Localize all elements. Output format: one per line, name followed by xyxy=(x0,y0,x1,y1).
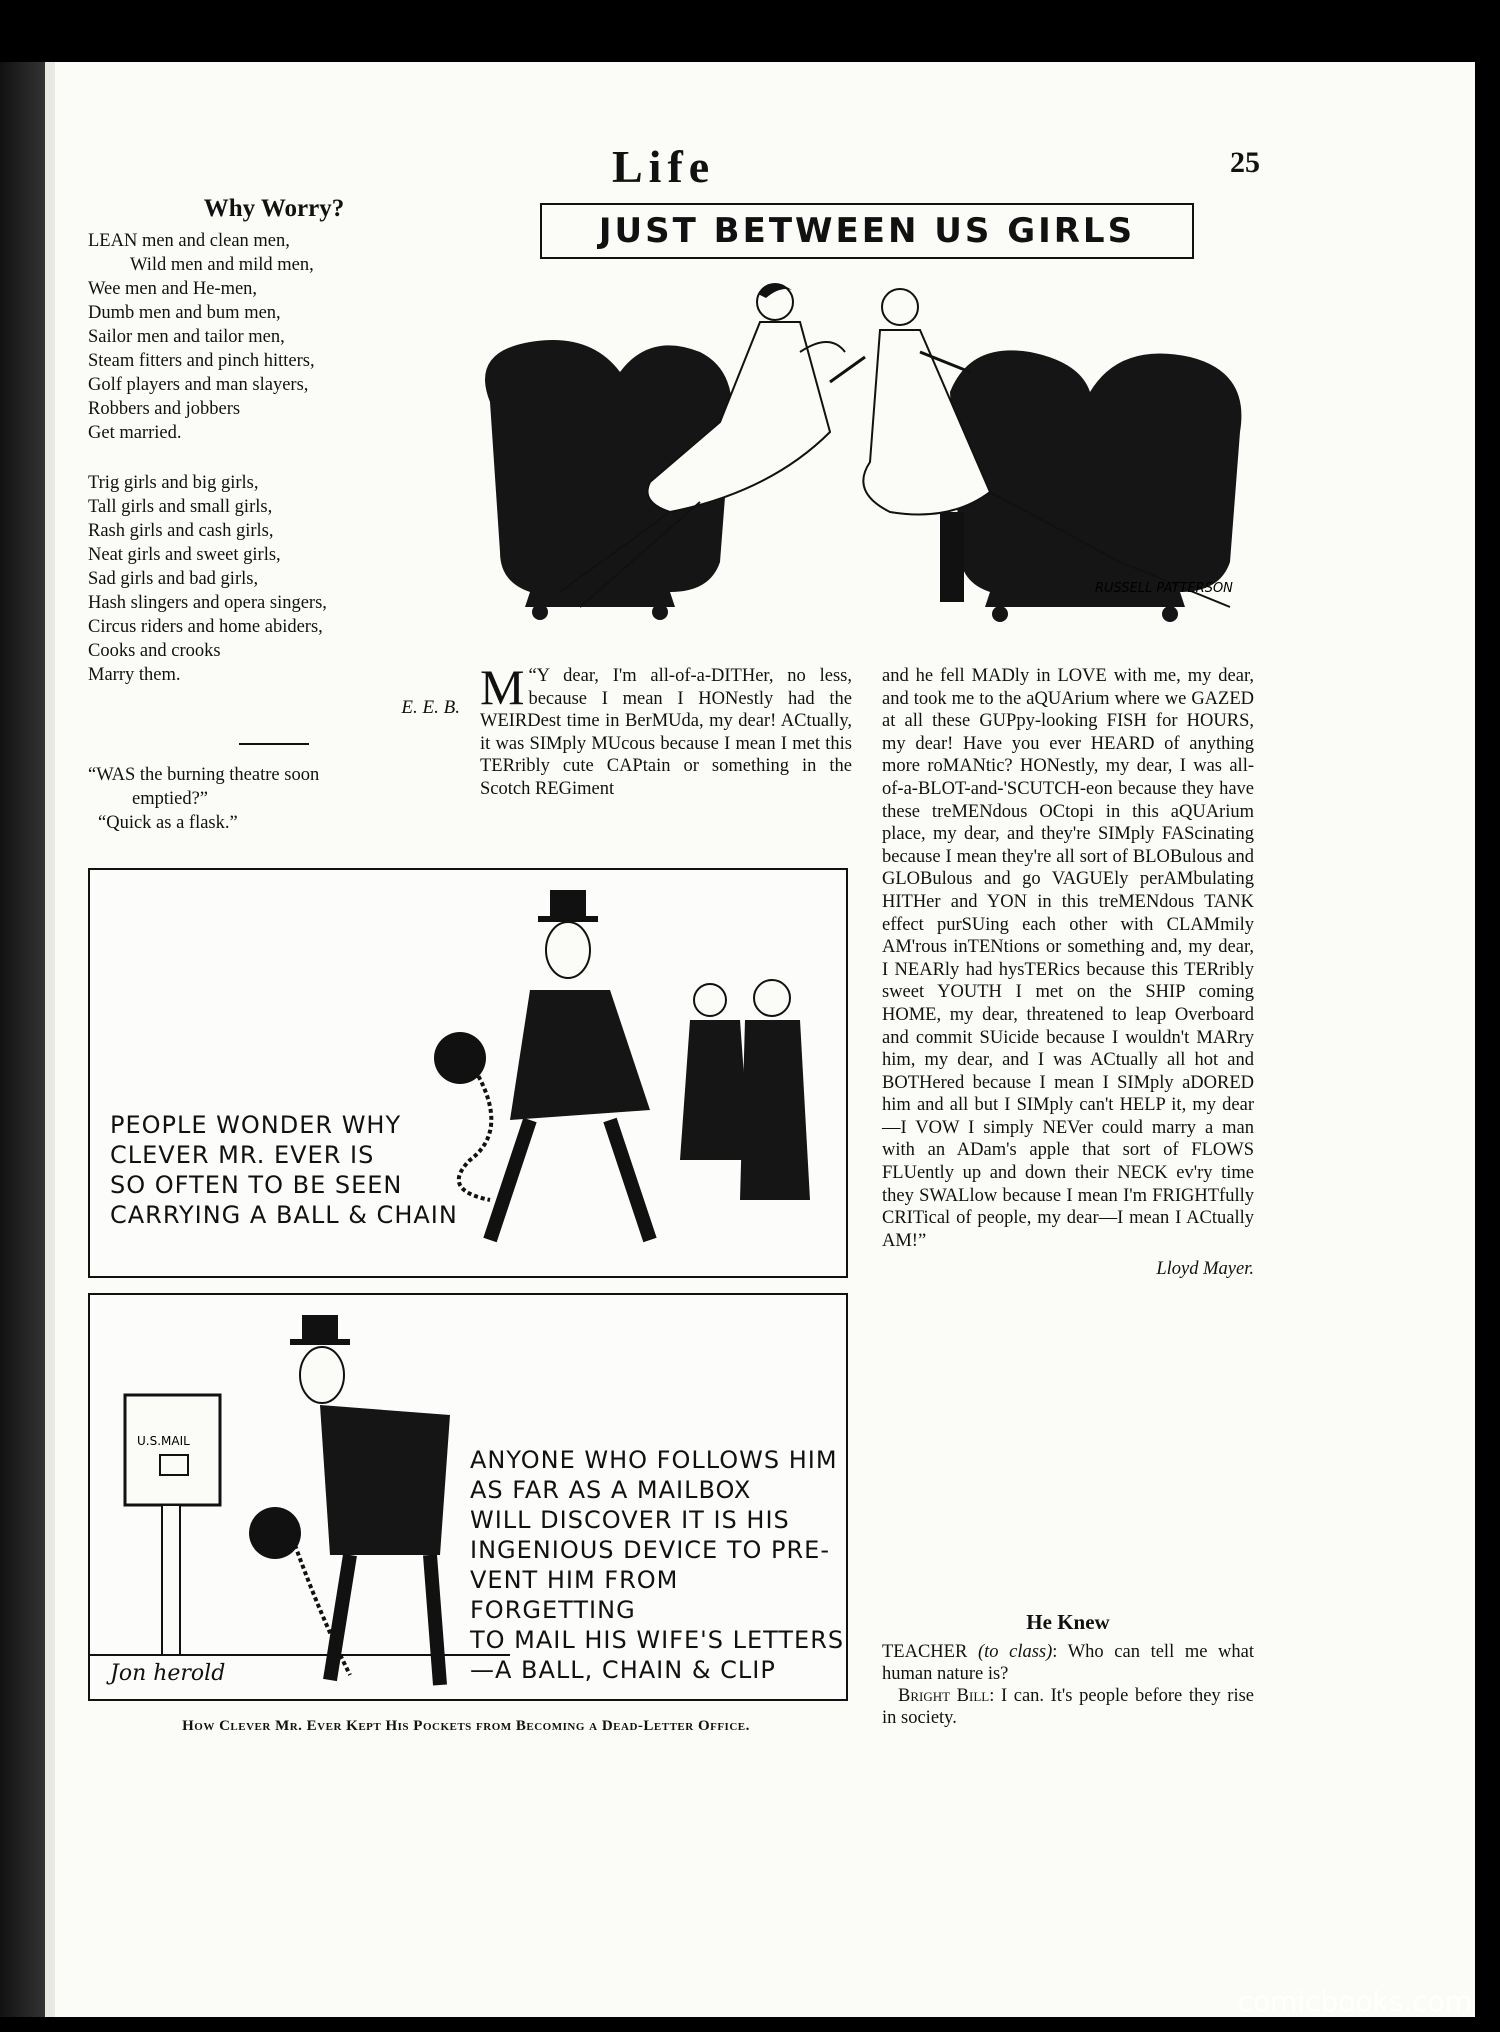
poem-line: Wild men and mild men, xyxy=(130,255,314,275)
poem-line: Marry them. xyxy=(88,665,181,685)
poem-line: Get married. xyxy=(88,423,182,443)
bill-label: Bright Bill xyxy=(898,1686,990,1706)
joke-line-2: emptied?” xyxy=(132,789,209,809)
girls-cartoon-drawing xyxy=(470,262,1260,657)
left-sofa-base xyxy=(525,592,675,607)
poem xyxy=(88,229,460,687)
poem-line: Robbers and jobbers xyxy=(88,399,241,419)
poem-stanza-2 xyxy=(88,471,460,687)
divider xyxy=(239,743,309,745)
poem-line: Golf players and man slayers, xyxy=(88,375,309,395)
caption-line: WILL DISCOVER IT IS HIS xyxy=(470,1506,790,1534)
mr-ever-legs xyxy=(490,1120,650,1240)
mr-ever-coat xyxy=(510,990,650,1120)
caption-line: —A BALL, CHAIN & CLIP xyxy=(470,1656,776,1684)
poem-line: Tall girls and small girls, xyxy=(88,497,273,517)
masthead: Life xyxy=(612,141,716,192)
top-hat xyxy=(302,1315,338,1341)
panel-2-caption xyxy=(470,1445,846,1685)
girls-cartoon xyxy=(470,262,1260,657)
previous-page-edge xyxy=(45,62,55,2017)
onlooker-2-head xyxy=(754,980,790,1016)
poem-title: Why Worry? xyxy=(203,195,345,222)
mailbox-icon xyxy=(125,1395,220,1505)
caption-line: CARRYING A BALL & CHAIN xyxy=(110,1201,458,1229)
teacher-label: TEACHER xyxy=(882,1642,968,1662)
ball-icon xyxy=(249,1507,301,1559)
story-author: Lloyd Mayer. xyxy=(1156,1259,1254,1280)
caption-line: PEOPLE WONDER WHY xyxy=(110,1111,402,1139)
joke-line-1: “WAS the burning theatre soon xyxy=(88,765,320,785)
page-number: 25 xyxy=(1230,146,1260,179)
mr-ever-head xyxy=(300,1347,344,1403)
he-knew-bill xyxy=(882,1685,1254,1729)
mr-ever-legs xyxy=(330,1555,440,1685)
flask-joke xyxy=(88,763,460,835)
poem-line: Cooks and crooks xyxy=(88,641,221,661)
poem-line: Neat girls and sweet girls, xyxy=(88,545,281,565)
ball-icon xyxy=(434,1032,486,1084)
cartoon-signature: RUSSELL PATTERSON xyxy=(1095,581,1233,596)
panel-1-caption xyxy=(110,1110,458,1230)
onlooker-1 xyxy=(680,1020,750,1160)
poem-line: Circus riders and home abiders, xyxy=(88,617,323,637)
onlooker-2 xyxy=(740,1020,810,1200)
mr-ever-coat xyxy=(320,1405,450,1555)
story-text-2: and he fell MADly in LOVE with me, my dear, and took me to the aQUArium where we GAZED at all these GUPpy-looking FISH for HOURS, my dear! Have you ever HEARD of anything more roMANtic? HONestly, my dear, I was all-of-a-BLOT-and-'SCUTCH-eon because they have these treMENdous OCtopi in this aQUArium place, my dear, and they're SIMply FAScinating because I mean they're all sort of BLOBulous and GLOBulous and go VAGUEly perAMbulating HITHer and YON in this treMENdous TANK effect purSUing each other with CLAMmily AM'rous inTENtions or something and, my dear, I NEARly had hysTERics because this TERribly sweet YOUTH I met on the SHIP coming HOME, my dear, threatened to leap Overboard and commit SUicide because I wouldn't MARry him, my dear, and I was ACtually all hot and BOTHered because I mean I SIMply aDORED him and all but I SIMply can't HELP it, my dear—I VOW I simply NEVer could marry a man with an ADam's apple that sort of FLOWS FLUently up and down their NECK ev'ry time they SWALlow because I mean I'm FRIGHTfully CRITical of people, my dear—I mean I ACtually AM!” xyxy=(882,666,1254,1251)
sofa-foot xyxy=(652,604,668,620)
chain xyxy=(459,1070,492,1200)
cartoon-title: JUST BETWEEN US GIRLS xyxy=(598,211,1136,251)
poem-line: Steam fitters and pinch hitters, xyxy=(88,351,315,371)
poem-author: E. E. B. xyxy=(401,697,460,718)
caption-line: INGENIOUS DEVICE TO PRE- xyxy=(470,1536,830,1564)
story-text-1: “Y dear, I'm all-of-a-DITHer, no less, because I mean I HONestly had the WEIRDest time in BerMUda, my dear! ACtually, it was SIMply MUcous because I mean I met this TERribly cute CAPtain or something in the Scotch REGiment xyxy=(480,666,852,799)
he-knew-section xyxy=(882,1610,1254,1729)
caption-line: TO MAIL HIS WIFE'S LETTERS xyxy=(470,1626,845,1654)
right-girl-head xyxy=(882,289,918,325)
comic-panel-1 xyxy=(88,868,848,1278)
poem-line: Wee men and He-men, xyxy=(88,279,258,299)
caption-line: CLEVER MR. EVER IS xyxy=(110,1141,375,1169)
artist-signature: Jon herold xyxy=(110,1661,226,1686)
site-watermark: comicbooks.com xyxy=(1237,1985,1472,2018)
joke-line-3: “Quick as a flask.” xyxy=(98,813,238,833)
mr-ever-head xyxy=(546,922,590,978)
poem-line: Sad girls and bad girls, xyxy=(88,569,259,589)
story-column-1 xyxy=(480,659,852,801)
caption-line: SO OFTEN TO BE SEEN xyxy=(110,1171,403,1199)
sofa-foot xyxy=(1162,606,1178,622)
he-knew-teacher xyxy=(882,1641,1254,1685)
comic-panel-2 xyxy=(88,1293,848,1701)
top-hat xyxy=(550,890,586,918)
caption-line: VENT HIM FROM FORGETTING xyxy=(470,1566,679,1624)
left-column xyxy=(88,195,460,835)
sofa-foot xyxy=(992,606,1008,622)
bill-text: : I can. It's people before they rise in society. xyxy=(882,1686,1254,1728)
story-dropcap: M xyxy=(480,659,525,715)
he-knew-title: He Knew xyxy=(1026,1610,1110,1634)
onlooker-1-head xyxy=(694,984,726,1016)
comic-caption: How Clever Mr. Ever Kept His Pockets from Becoming a Dead-Letter Office. xyxy=(182,1718,750,1734)
poem-line: Rash girls and cash girls, xyxy=(88,521,274,541)
cartoon-title-box xyxy=(540,203,1194,259)
poem-line: Trig girls and big girls, xyxy=(88,473,259,493)
story-column-2 xyxy=(882,665,1254,1281)
right-girl-boot xyxy=(940,512,964,602)
caption-line: ANYONE WHO FOLLOWS HIM xyxy=(470,1446,838,1474)
teacher-text: : Who can tell me what human nature is? xyxy=(882,1642,1255,1684)
poem-line: Hash slingers and opera singers, xyxy=(88,593,327,613)
teacher-stage-direction: (to class) xyxy=(977,1642,1053,1662)
sofa-foot xyxy=(532,604,548,620)
right-sofa xyxy=(950,350,1241,592)
poem-line: Sailor men and tailor men, xyxy=(88,327,285,347)
hat-brim xyxy=(290,1339,350,1345)
mailbox-post xyxy=(162,1505,180,1655)
caption-line: AS FAR AS A MAILBOX xyxy=(470,1476,752,1504)
poem-line: LEAN men and clean men, xyxy=(88,231,290,251)
poem-line: Dumb men and bum men, xyxy=(88,303,281,323)
mailbox-label: U.S.MAIL xyxy=(137,1434,190,1448)
poem-stanza-1 xyxy=(88,229,460,445)
